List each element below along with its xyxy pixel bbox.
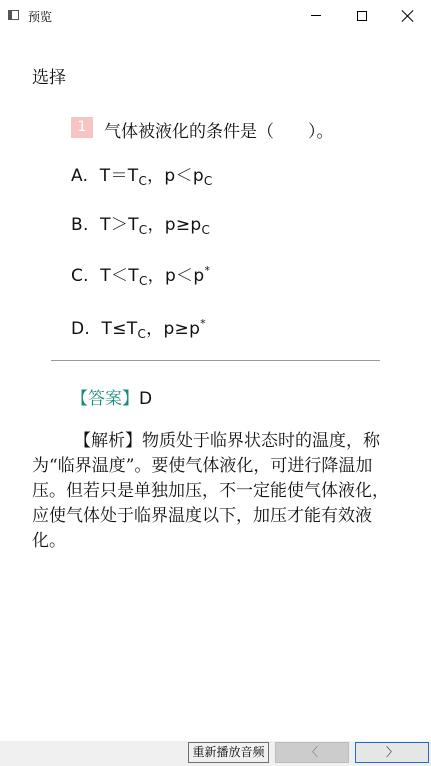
option-a: A. $T=T_C$，$p<p_C$ — [71, 166, 213, 188]
divider — [51, 360, 380, 361]
answer-label: 【答案】 — [71, 389, 139, 409]
option-letter: C. — [71, 266, 89, 286]
answer-line — [71, 384, 152, 409]
analysis-text: 【解析】物质处于临界状态时的温度，称为“临界温度”。要使气体液化，可进行降温加压。但若只是单独加压，不一定能使气体液化，应使气体处于临界温度以下，加压才能有效液化。 — [32, 431, 389, 551]
window-icon — [8, 10, 19, 20]
title-bar — [0, 0, 431, 31]
option-letter: A. — [71, 166, 89, 186]
close-button[interactable] — [385, 0, 431, 31]
answer-value: D — [139, 389, 153, 409]
question-text: 气体被液化的条件是（ ）。 — [104, 122, 334, 142]
bottom-toolbar — [0, 741, 431, 766]
option-b: B. $T>T_C$，$p\ge p_C$ — [71, 215, 211, 237]
section-label: 选择 — [32, 68, 66, 88]
maximize-icon — [357, 11, 367, 21]
option-c: C. $T<T_C$，p＜p* — [71, 264, 211, 288]
preview-content — [0, 31, 431, 741]
option-letter: B. — [71, 215, 89, 235]
maximize-button[interactable] — [339, 0, 385, 31]
minimize-icon — [311, 15, 321, 16]
next-button[interactable]: 〉 — [355, 742, 429, 763]
minimize-button[interactable] — [293, 0, 339, 31]
option-letter: D. — [71, 319, 91, 339]
previous-button[interactable]: 〈 — [275, 742, 349, 763]
close-icon — [402, 10, 414, 22]
replay-audio-button[interactable]: 重新播放音频 — [188, 742, 269, 763]
option-d: D. $T\le T_C$，p≥p* — [71, 317, 206, 341]
question-number-badge: 1 — [71, 117, 93, 138]
window-title: 预览 — [28, 10, 53, 24]
